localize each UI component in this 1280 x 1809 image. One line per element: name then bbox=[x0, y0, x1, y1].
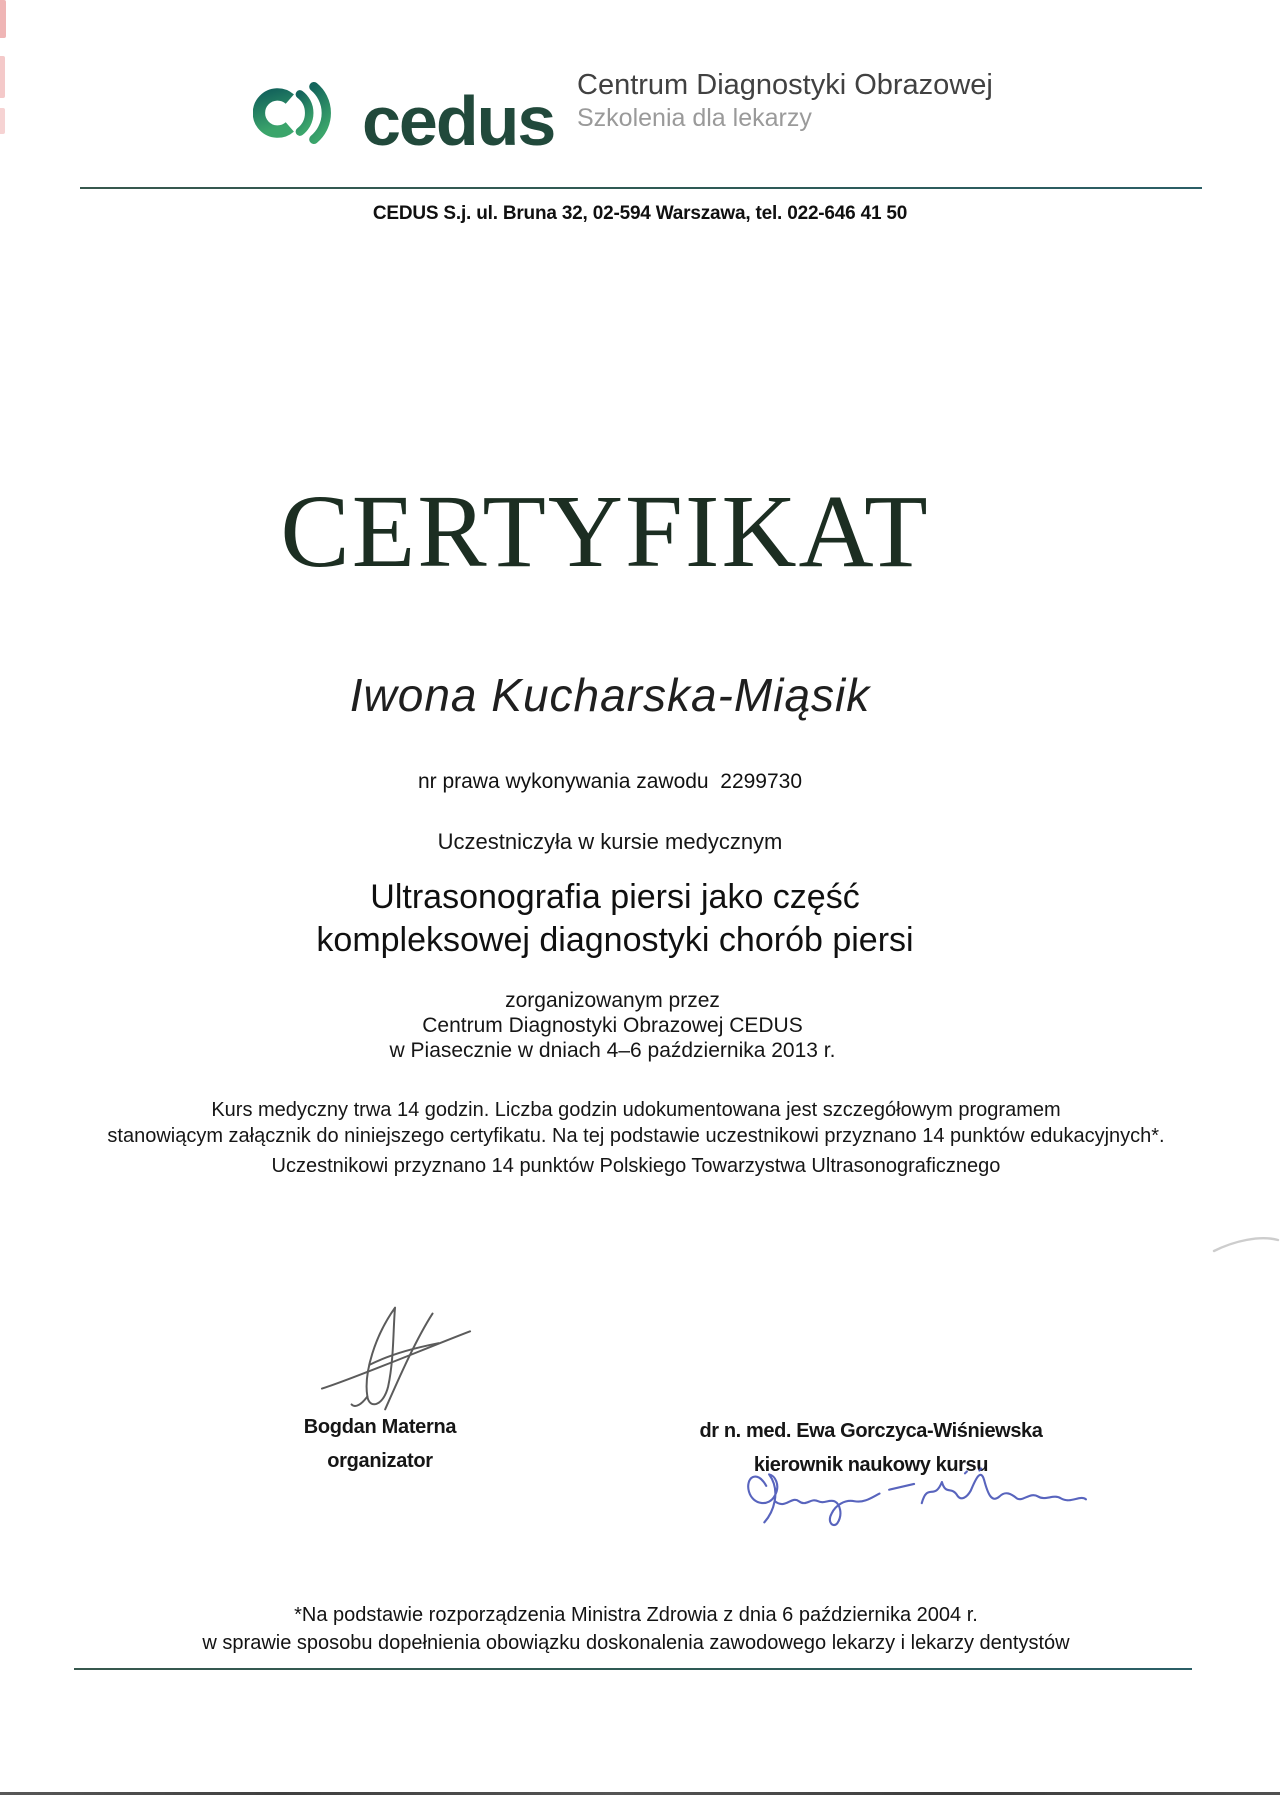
left-signatory-name: Bogdan Materna bbox=[303, 1416, 457, 1438]
signature-ink-right-icon bbox=[740, 1459, 1092, 1531]
signature-scribble-left-icon bbox=[318, 1303, 476, 1413]
points-line: Uczestnikowi przyznano 14 punktów Polskiego Towarzystwa Ultrasonograficznego bbox=[271, 1155, 1001, 1177]
course-details-line2: stanowiącym załącznik do niniejszego certyfikatu. Na tej podstawie uczestnikowi przyznano 14 punktów edukacyjnych*. bbox=[107, 1125, 1165, 1147]
organized-by-line1: zorganizowanym przez bbox=[505, 989, 720, 1012]
org-name: Centrum Diagnostyki Obrazowej bbox=[577, 69, 993, 101]
organized-by-line2: Centrum Diagnostyki Obrazowej CEDUS bbox=[422, 1014, 803, 1037]
scan-edge-bottom bbox=[0, 1792, 1280, 1795]
org-subtitle: Szkolenia dla lekarzy bbox=[577, 104, 812, 132]
scan-artifact-left-mark bbox=[0, 0, 6, 38]
right-signatory-name: dr n. med. Ewa Gorczyca-Wiśniewska bbox=[699, 1420, 1043, 1442]
footnote-line2: w sprawie sposobu dopełnienia obowiązku doskonalenia zawodowego lekarzy i lekarzy dentystów bbox=[202, 1632, 1070, 1654]
course-title bbox=[0, 876, 1230, 962]
pencil-mark-icon bbox=[1212, 1232, 1280, 1256]
scan-artifact-left-mark bbox=[0, 56, 5, 98]
header-divider bbox=[80, 187, 1202, 189]
participation-line: Uczestniczyła w kursie medycznym bbox=[437, 829, 783, 854]
footer-divider bbox=[74, 1668, 1192, 1670]
license-number-line: nr prawa wykonywania zawodu 2299730 bbox=[417, 770, 803, 793]
certificate-title: CERTYFIKAT bbox=[280, 474, 930, 589]
cedus-logo-icon bbox=[253, 82, 353, 144]
cedus-logo-wordmark: cedus bbox=[362, 82, 555, 160]
scan-artifact-left-mark bbox=[0, 108, 5, 134]
left-signatory-role: organizator bbox=[327, 1450, 433, 1472]
course-details-line1: Kurs medyczny trwa 14 godzin. Liczba godzin udokumentowana jest szczegółowym programem bbox=[211, 1099, 1061, 1121]
course-title-line1: Ultrasonografia piersi jako część bbox=[370, 878, 860, 916]
organized-by-block bbox=[0, 988, 1225, 1063]
recipient-name: Iwona Kucharska-Miąsik bbox=[349, 669, 871, 721]
company-address: CEDUS S.j. ul. Bruna 32, 02-594 Warszawa, tel. 022-646 41 50 bbox=[372, 203, 908, 224]
course-details-block bbox=[0, 1097, 1272, 1149]
course-title-line2: kompleksowej diagnostyki chorób piersi bbox=[316, 921, 914, 959]
footnote-line1: *Na podstawie rozporządzenia Ministra Zdrowia z dnia 6 października 2004 r. bbox=[294, 1604, 978, 1626]
right-signatory-role: kierownik naukowy kursu bbox=[753, 1454, 989, 1476]
organized-by-line3: w Piasecznie w dniach 4–6 października 2013 r. bbox=[389, 1039, 836, 1062]
footnote-block bbox=[0, 1601, 1272, 1657]
